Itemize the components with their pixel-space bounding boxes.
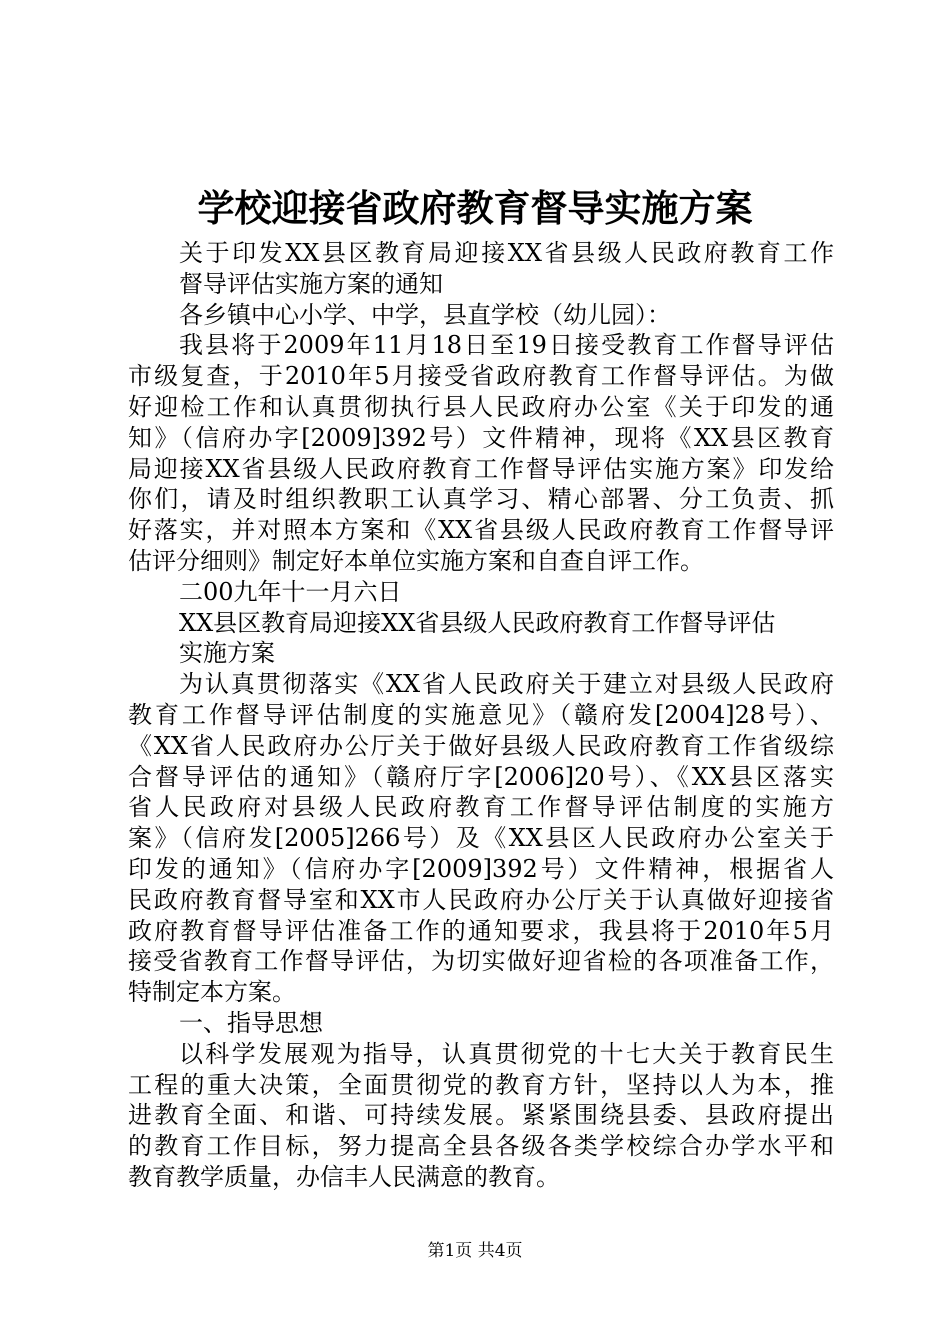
text-line: 好迎检工作和认真贯彻执行县人民政府办公室《关于印发的通 (128, 392, 834, 421)
text-line: 民政府教育督导室和XX市人民政府办公厅关于认真做好迎接省 (128, 885, 834, 914)
text-line: 关于印发XX县区教育局迎接XX省县级人民政府教育工作 (179, 239, 834, 267)
text-line: 督导评估实施方案的通知 (179, 269, 443, 298)
text-line: 的教育工作目标，努力提高全县各级各类学校综合办学水平和 (128, 1132, 834, 1161)
document-body (128, 238, 834, 1193)
text-line: 市级复查，于2010年5月接受省政府教育工作督导评估。为做 (128, 362, 834, 391)
text-line: 省人民政府对县级人民政府教育工作督导评估制度的实施方 (128, 793, 834, 822)
text-line: 进教育全面、和谐、可持续发展。紧紧围绕县委、县政府提出 (128, 1101, 834, 1130)
text-line: 一、指导思想 (179, 1008, 323, 1037)
text-line: 教育教学质量，办信丰人民满意的教育。 (128, 1162, 560, 1191)
text-line: 好落实，并对照本方案和《XX省县级人民政府教育工作督导评 (128, 516, 834, 545)
document-title: 学校迎接省政府教育督导实施方案 (197, 186, 753, 230)
text-line: 特制定本方案。 (128, 978, 296, 1007)
text-line: 为认真贯彻落实《XX省人民政府关于建立对县级人民政府 (179, 670, 834, 699)
text-line: 你们，请及时组织教职工认真学习、精心部署、分工负责、抓 (128, 485, 834, 514)
text-line: 案》（信府发[2005]266号）及《XX县区人民政府办公室关于 (128, 824, 834, 853)
text-line: 印发的通知》（信府办字[2009]392号）文件精神，根据省人 (128, 854, 834, 883)
text-line: 合督导评估的通知》（赣府厅字[2006]20号）、《XX县区落实 (128, 762, 834, 791)
text-line: 工程的重大决策，全面贯彻党的教育方针，坚持以人为本，推 (128, 1070, 834, 1099)
text-line: XX县区教育局迎接XX省县级人民政府教育工作督导评估 (179, 608, 776, 637)
text-line: 《XX省人民政府办公厅关于做好县级人民政府教育工作省级综 (128, 731, 834, 760)
text-line: 二00九年十一月六日 (179, 577, 402, 606)
text-line: 教育工作督导评估制度的实施意见》（赣府发[2004]28号）、 (128, 700, 834, 729)
text-line: 实施方案 (179, 639, 275, 668)
text-line: 以科学发展观为指导，认真贯彻党的十七大关于教育民生 (179, 1039, 834, 1068)
text-line: 局迎接XX省县级人民政府教育工作督导评估实施方案》印发给 (128, 454, 834, 483)
page-footer: 第1页 共4页 (427, 1241, 523, 1261)
text-line: 知》（信府办字[2009]392号）文件精神，现将《XX县区教育 (128, 423, 834, 452)
text-line: 估评分细则》制定好本单位实施方案和自查自评工作。 (128, 546, 704, 575)
text-line: 我县将于2009年11月18日至19日接受教育工作督导评估 (179, 331, 834, 360)
text-line: 政府教育督导评估准备工作的通知要求，我县将于2010年5月 (128, 916, 834, 945)
text-line: 接受省教育工作督导评估，为切实做好迎省检的各项准备工作， (128, 947, 834, 976)
text-line: 各乡镇中心小学、中学，县直学校（幼儿园）： (179, 300, 671, 329)
